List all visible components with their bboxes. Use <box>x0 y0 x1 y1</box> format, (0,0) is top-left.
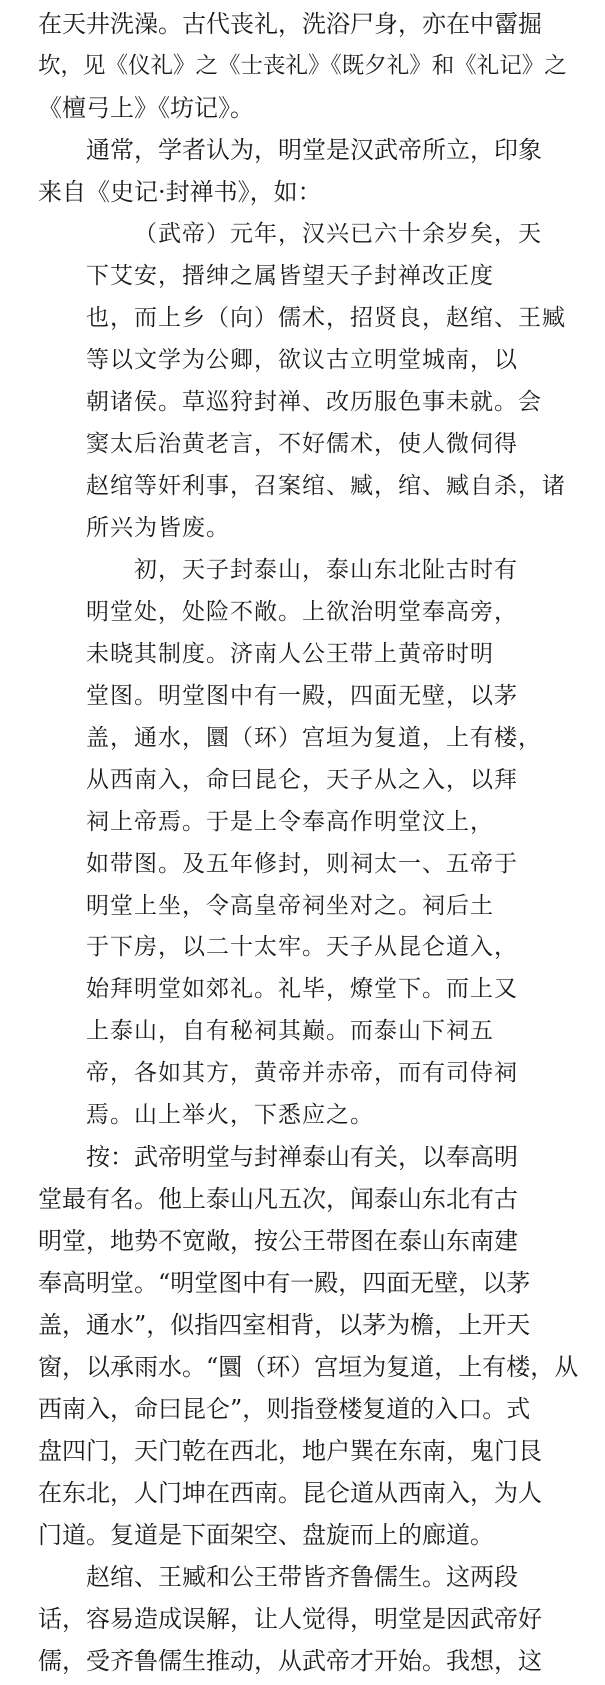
quote-line: 祠上帝焉。于是上令奉高作明堂汶上， <box>86 808 494 835</box>
text-line: 坎，见《仪礼》之《士丧礼》《既夕礼》和《礼记》之 <box>38 53 567 79</box>
quote-line: 明堂上坐，令高皇帝祠坐对之。祠后土 <box>86 892 494 919</box>
text-line: 《檀弓上》《坊记》。 <box>38 93 254 122</box>
text-line: 西南入，命曰昆仑”，则指登楼复道的入口。式 <box>38 1395 531 1424</box>
quote-line: 初，天子封泰山，泰山东北阯古时有 <box>134 556 518 583</box>
quote-line: 帝，各如其方，黄帝并赤帝，而有司侍祠 <box>86 1060 518 1087</box>
text-line: 按：武帝明堂与封禅泰山有关，以奉高明 <box>86 1143 518 1172</box>
text-line: 门道。复道是下面架空、盘旋而上的廊道。 <box>38 1521 494 1550</box>
quote-line: 也，而上乡（向）儒术，招贤良，赵绾、王臧 <box>86 304 566 331</box>
text-line: 来自《史记·封禅书》，如： <box>38 177 322 206</box>
text-line: 堂最有名。他上泰山凡五次，闻泰山东北有古 <box>38 1185 518 1214</box>
quote-line: 等以文学为公卿，欲议古立明堂城南，以 <box>86 346 518 373</box>
quote-line: （武帝）元年，汉兴已六十余岁矣，天 <box>134 220 542 247</box>
text-line: 儒，受齐鲁儒生推动，从武帝才开始。我想，这 <box>38 1647 542 1675</box>
quote-line: 始拜明堂如郊礼。礼毕，燎堂下。而上又 <box>86 976 518 1003</box>
text-line: 在天井洗澡。古代丧礼，洗浴尸身，亦在中霤掘 <box>38 10 542 38</box>
text-line: 明堂，地势不宽敞，按公王带图在泰山东南建 <box>38 1227 518 1256</box>
quote-line: 上泰山，自有秘祠其巅。而泰山下祠五 <box>86 1018 494 1045</box>
quote-line: 从西南入，命曰昆仑，天子从之入，以拜 <box>86 766 518 793</box>
text-line: 盘四门，天门乾在西北，地户巽在东南，鬼门艮 <box>38 1437 542 1466</box>
quote-line: 所兴为皆废。 <box>86 514 230 541</box>
quote-line: 焉。山上举火，下悉应之。 <box>86 1102 374 1129</box>
text-line: 盖，通水”，似指四室相背，以茅为檐，上开天 <box>38 1311 531 1340</box>
quote-line: 朝诸侯。草巡狩封禅、改历服色事未就。会 <box>86 388 542 415</box>
text-line: 窗，以承雨水。“圜（环）宫垣为复道，上有楼，从 <box>38 1353 579 1382</box>
text-line: 话，容易造成误解，让人觉得，明堂是因武帝好 <box>38 1605 542 1633</box>
text-line: 在东北，人门坤在西南。昆仑道从西南入，为人 <box>38 1479 542 1508</box>
text-line: 赵绾、王臧和公王带皆齐鲁儒生。这两段 <box>86 1563 518 1592</box>
quote-line: 明堂处，处险不敞。上欲治明堂奉高旁， <box>86 598 518 625</box>
quote-line: 窦太后治黄老言，不好儒术，使人微伺得 <box>86 430 518 457</box>
quote-line: 盖，通水，圜（环）宫垣为复道，上有楼， <box>86 724 542 751</box>
quote-line: 未晓其制度。济南人公王带上黄帝时明 <box>86 640 494 667</box>
quote-line: 堂图。明堂图中有一殿，四面无壁，以茅 <box>86 682 518 709</box>
quote-line: 赵绾等奸利事，召案绾、臧，绾、臧自杀，诸 <box>86 472 566 499</box>
text-line: 通常，学者认为，明堂是汉武帝所立，印象 <box>86 135 542 164</box>
quote-line: 下艾安，搢绅之属皆望天子封禅改正度 <box>86 262 494 289</box>
quote-line: 如带图。及五年修封，则祠太一、五帝于 <box>86 850 518 877</box>
quote-line: 于下房，以二十太牢。天子从昆仑道入， <box>86 934 518 961</box>
text-line: 奉高明堂。“明堂图中有一殿，四面无壁，以茅 <box>38 1269 531 1298</box>
